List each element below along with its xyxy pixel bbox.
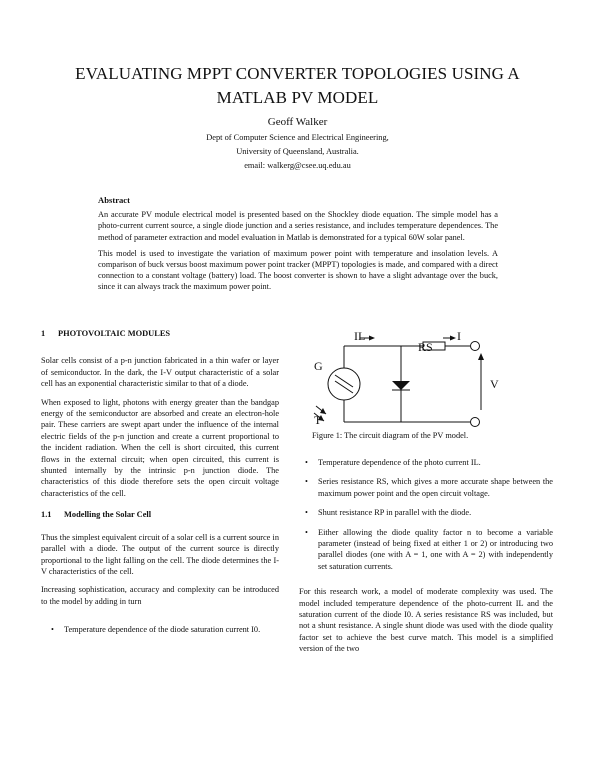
- bullet-item: • Series resistance RS, which gives a more accurate shape between the maximum power point and the open circuit voltage.: [299, 476, 553, 499]
- affiliation-email: email: walkerg@csee.uq.edu.au: [244, 161, 351, 170]
- bullet-item: • Temperature dependence of the diode saturation current I0.: [41, 624, 279, 635]
- section-heading: [41, 328, 279, 339]
- subsection-heading: [41, 509, 279, 520]
- label-rs: RS: [418, 340, 433, 354]
- body-paragraph: Increasing sophistication, accuracy and complexity can be introduced to the model by adding in turn: [41, 585, 279, 606]
- abstract: [98, 195, 498, 298]
- circuit-diagram: [300, 326, 530, 430]
- paper-title: EVALUATING MPPT CONVERTER TOPOLOGIES USING A MATLAB PV MODEL: [75, 64, 520, 107]
- body-paragraph: When exposed to light, photons with energy greater than the bandgap energy of the semiconductor are absorbed and create an electron-hole pair. These carriers are swept apart under the influence of the internal electric fields of the p-n junction and create a current proportional to the incident radiation. When the cell is short circuited, this current flows in the external circuit; when open circuited, this current is shunted internally by the intrinsic p-n junction diode. The characteristics of this diode therefore sets the open circuit voltage characteristics of the cell.: [41, 397, 279, 498]
- negative-terminal: [471, 418, 480, 427]
- author-name: Geoff Walker: [267, 116, 328, 128]
- body-paragraph: Solar cells consist of a p-n junction fabricated in a thin wafer or layer of semiconductor. In the dark, the I-V output characteristic of a solar cell has an exponential characteristic similar to that of a diode.: [41, 356, 279, 389]
- section-number: 1: [41, 329, 46, 338]
- affiliation: [0, 131, 595, 173]
- abstract-heading: Abstract: [98, 195, 130, 205]
- figure-caption: Figure 1: The circuit diagram of the PV model.: [312, 431, 469, 440]
- right-column: [299, 457, 553, 655]
- body-paragraph: Thus the simplest equivalent circuit of a solar cell is a current source in parallel with a diode. The output of the current source is directly proportional to the light falling on the cell. The diode determines the I-V characteristics of the cell.: [41, 532, 279, 576]
- diode-symbol: [392, 381, 410, 390]
- positive-terminal: [471, 342, 480, 351]
- affiliation-dept: Dept of Computer Science and Electrical Engineering,: [206, 133, 389, 142]
- label-i: I: [457, 329, 461, 343]
- bullet-item: • Either allowing the diode quality factor n to become a variable parameter (instead of being fixed at either 1 or 2) or introducing two parallel diodes (one with A = 1, one with A = 2) with independently set saturation currents.: [299, 527, 553, 573]
- affiliation-university: University of Queensland, Australia.: [236, 147, 359, 156]
- bullet-item: • Temperature dependence of the photo current IL.: [299, 457, 553, 468]
- current-source: [328, 368, 360, 400]
- left-column: [41, 328, 279, 644]
- subsection-number: 1.1: [41, 510, 52, 520]
- section-title: PHOTOVOLTAIC MODULES: [58, 329, 171, 338]
- label-t: T: [314, 413, 322, 427]
- bullet-item: • Shunt resistance RP in parallel with the diode.: [299, 507, 553, 518]
- abstract-paragraph: An accurate PV module electrical model is presented based on the Shockley diode equation. The simple model has a photo-current current source, a single diode junction and a series resistance, and includes temperature dependences. The method of parameter extraction and model evaluation in Matlab is demonstrated for a typical 60W solar panel.: [98, 210, 498, 242]
- label-v: V: [490, 377, 499, 391]
- label-il: IL: [354, 329, 366, 343]
- abstract-paragraph: This model is used to investigate the variation of maximum power point with temperature and insolation levels. A comparison of buck versus boost maximum power point tracker (MPPT) topologies is made, and compared with a direct connection to a constant voltage (battery) load. The boost converter is shown to have a slight advantage over the buck, since it can always track the maximum power point.: [98, 248, 499, 292]
- subsection-title: Modelling the Solar Cell: [64, 510, 152, 520]
- label-g: G: [314, 359, 323, 373]
- body-paragraph: For this research work, a model of moderate complexity was used. The model included temperature dependence of the photo-current IL and the saturation current of the diode I0. A series resistance RS was included, but not a shunt resistance. A single shunt diode was used with the diode quality factor set to achieve the best curve match. This model is a simplified version of the two: [299, 587, 553, 654]
